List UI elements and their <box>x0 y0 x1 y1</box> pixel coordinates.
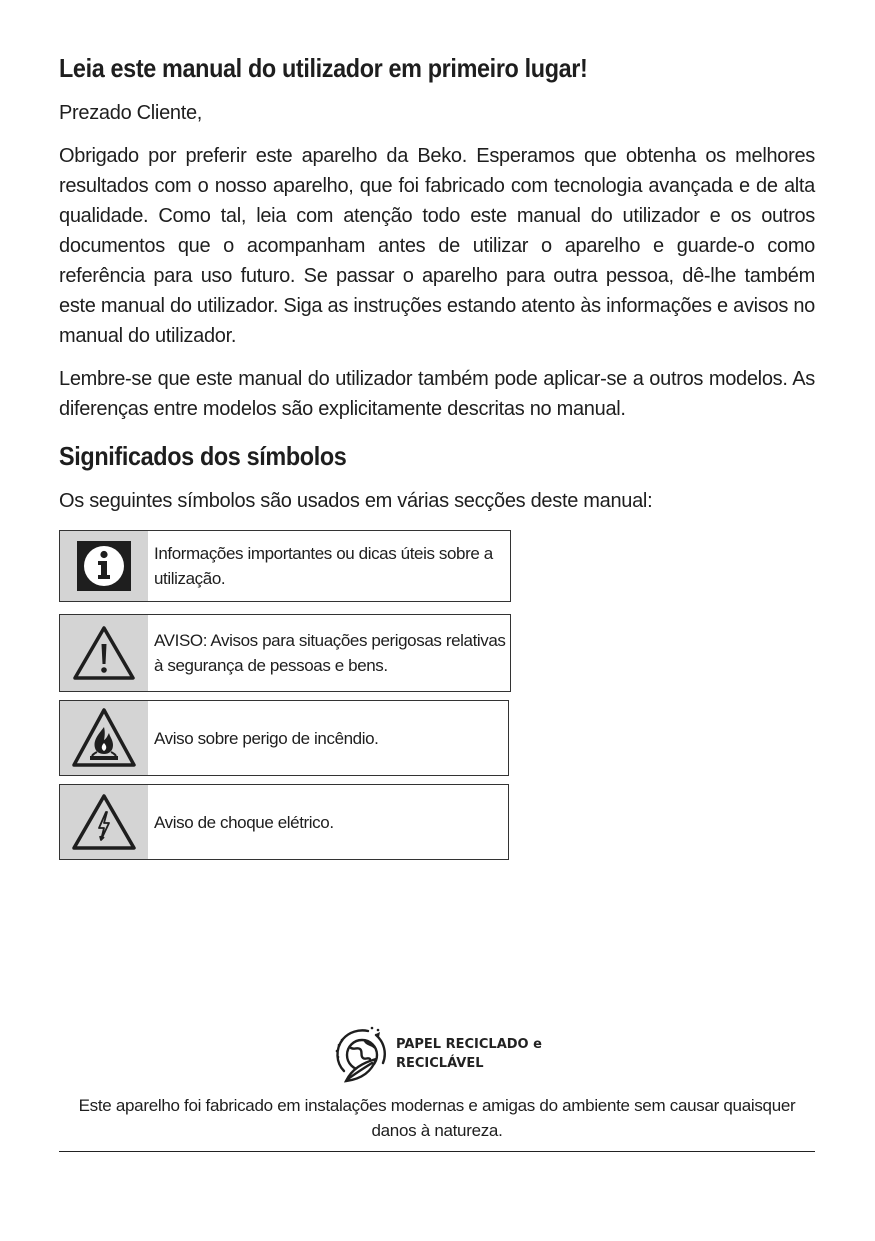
symbol-description: Aviso de choque elétrico. <box>154 812 334 832</box>
intro-paragraph: Obrigado por preferir este aparelho da Beko. Esperamos que obtenha os melhores resultados com o nosso aparelho, que foi fabricado com tecnologia avançada e de alta qualidade. Como tal, leia com atenção todo este manual do utilizador e os outros documentos que o acompanham antes de utilizar o aparelho e guarde-o como referência para uso futuro. Se passar o aparelho para outra pessoa, dê-lhe também este manual do utilizador. Siga as instruções estando atento às informações e avisos no manual do utilizador. <box>59 145 815 347</box>
symbol-row-warning <box>59 614 511 692</box>
greeting: Prezado Cliente, <box>59 102 203 124</box>
symbol-description: Aviso sobre perigo de incêndio. <box>154 728 379 748</box>
info-icon <box>60 531 148 601</box>
warning-icon <box>60 615 148 691</box>
fire-hazard-icon <box>60 701 148 775</box>
symbols-section-title: Significados dos símbolos <box>59 441 347 471</box>
symbol-row-fire <box>59 700 509 776</box>
symbol-row-info <box>59 530 511 602</box>
symbol-description: AVISO: Avisos para situações perigosas relativas à segurança de pessoas e bens. <box>154 631 506 675</box>
page-title: Leia este manual do utilizador em primeiro lugar! <box>59 53 588 83</box>
symbols-intro: Os seguintes símbolos são usados em várias secções deste manual: <box>59 490 653 512</box>
recycled-paper-logo <box>332 1023 556 1085</box>
electric-shock-icon <box>60 785 148 859</box>
symbol-description: Informações importantes ou dicas úteis sobre a utilização. <box>154 544 493 588</box>
footer-divider <box>59 1151 815 1152</box>
recycled-paper-globe-icon <box>332 1023 390 1085</box>
environment-statement: Este aparelho foi fabricado em instalações modernas e amigas do ambiente sem causar quaisquer danos à natureza. <box>78 1096 796 1140</box>
recycled-paper-label: PAPEL RECICLADO e RECICLÁVEL <box>396 1037 542 1071</box>
models-note-paragraph: Lembre-se que este manual do utilizador também pode aplicar-se a outros modelos. As diferenças entre modelos são explicitamente descritas no manual. <box>59 368 815 420</box>
symbol-row-electric <box>59 784 509 860</box>
